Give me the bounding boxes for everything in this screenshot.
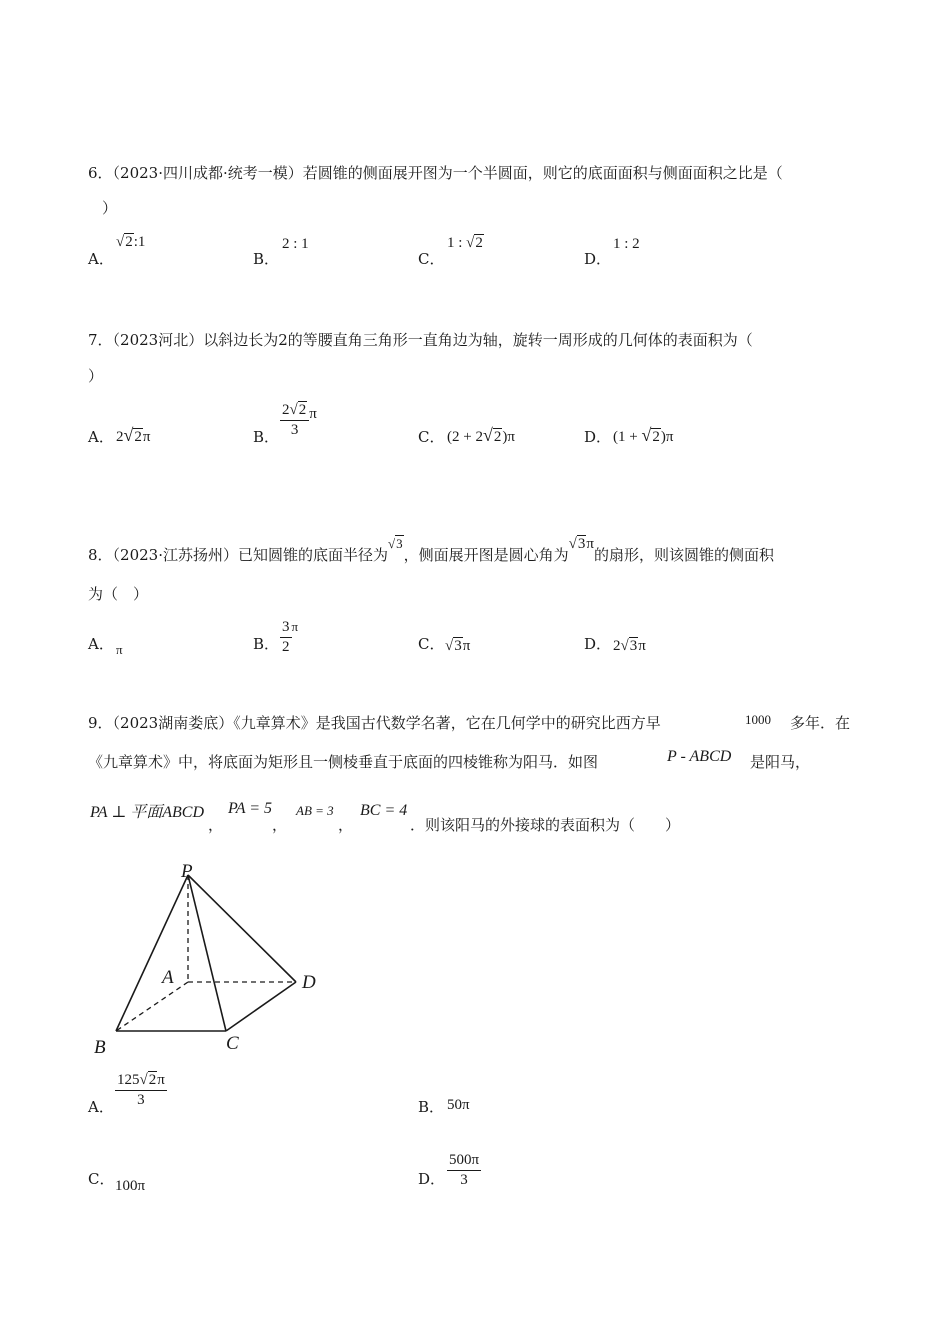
ratio-head: 1 :: [447, 235, 467, 251]
q8-option-c-value: √3π: [445, 638, 471, 654]
separator: ，: [208, 816, 224, 834]
q9-option-c-label: C．: [88, 1170, 115, 1188]
q6-option-a-value: √2:1: [116, 234, 146, 250]
q7-option-d-value: (1 + √2)π: [613, 425, 674, 445]
question-9-line-1-end: 多年．在: [790, 714, 851, 732]
ratio-tail: :1: [133, 234, 146, 250]
vertex-label-a: A: [162, 967, 174, 988]
years-value: 1000: [745, 712, 771, 727]
q9-option-d-label: D．: [418, 1170, 446, 1188]
question-6-stem-cont: ）: [102, 199, 118, 217]
question-6-stem: [88, 163, 783, 183]
expr-tail: )π: [502, 429, 515, 445]
separator: ，: [338, 816, 354, 834]
question-9-line-2-end: 是阳马，: [750, 753, 811, 771]
question-text-a: 已知圆锥的底面半径为: [238, 546, 389, 564]
q7-option-b-label: B．: [253, 428, 280, 446]
q8-option-a-label: A．: [88, 635, 114, 653]
q7-option-a-value: 2√2π: [116, 425, 151, 445]
question-source: （2023河北）: [112, 331, 204, 349]
denominator: 3: [290, 422, 299, 439]
pi: π: [142, 429, 151, 445]
vertex-label-c: C: [226, 1033, 239, 1054]
pyramid-name: P - ABCD: [667, 748, 732, 765]
q7-option-a-label: A．: [88, 428, 114, 446]
edge-cd: [226, 982, 296, 1031]
question-source: （2023湖南娄底）: [112, 714, 234, 732]
question-text-c: 的扇形，则该圆锥的侧面积: [593, 546, 774, 564]
question-9-line-3-end: ．则该阳马的外接球的表面积为（ ）: [410, 816, 681, 834]
pi: π: [157, 1072, 165, 1088]
q9-option-a-value: $\frac{125√2\pi}{3}$: [117, 1072, 165, 1109]
q9-option-d-value: [447, 1152, 481, 1190]
pyramid-figure: [88, 855, 338, 1065]
question-7-stem: [88, 330, 753, 350]
q6-option-d-value: 1 : 2: [613, 236, 640, 252]
q6-option-d-label: D．: [584, 250, 612, 268]
expr-tail: )π: [660, 429, 674, 445]
coef: 2: [282, 402, 290, 418]
expr-head: (2 + 2: [447, 429, 483, 445]
pi: π: [462, 638, 471, 654]
radius-value: √3: [388, 536, 403, 551]
pi: π: [291, 619, 299, 635]
expr-head: (1 +: [613, 429, 642, 445]
question-source: （2023·四川成都·统考一模）: [112, 164, 303, 182]
radicand: 2: [493, 429, 502, 445]
coef: 2: [613, 638, 621, 654]
denominator: 2: [282, 639, 290, 656]
edge-pc: [188, 875, 226, 1031]
denominator: 3: [137, 1092, 145, 1109]
radicand: 2: [134, 429, 142, 445]
pi: π: [638, 638, 646, 654]
pi: π: [309, 406, 317, 423]
q6-option-c-label: C．: [418, 250, 445, 268]
q7-option-d-label: D．: [584, 428, 612, 446]
radicand: 2: [298, 402, 307, 418]
separator: ，: [272, 816, 288, 834]
q8-option-d-value: 2√3π: [613, 638, 646, 654]
question-number: 9．: [88, 714, 113, 732]
radicand: 2: [652, 429, 660, 445]
coef: 125: [117, 1072, 140, 1088]
q7-option-c-value: (2 + 2√2)π: [447, 425, 515, 445]
q9-option-b-label: B．: [418, 1098, 445, 1116]
q6-option-b-label: B．: [253, 250, 280, 268]
q9-option-c-value: 100π: [115, 1178, 146, 1194]
radicand: 3: [577, 536, 586, 552]
edge-pd: [188, 875, 296, 982]
question-7-stem-cont: ）: [88, 367, 104, 385]
condition-bc: BC = 4: [360, 802, 408, 819]
q8-option-b-value: [280, 619, 298, 657]
vertex-label-b: B: [94, 1037, 106, 1058]
radicand: 3: [629, 638, 638, 654]
q7-option-c-label: C．: [418, 428, 445, 446]
q6-option-b-value: 2 : 1: [282, 236, 309, 252]
edge-pb: [116, 875, 188, 1031]
question-8-stem: [88, 534, 774, 565]
q6-option-c-value: 1 : √2: [447, 235, 483, 251]
radicand: 3: [396, 536, 403, 551]
question-number: 6．: [88, 164, 113, 182]
coef: 2: [116, 429, 124, 445]
q8-option-c-label: C．: [418, 635, 445, 653]
radicand: 2: [125, 234, 133, 250]
condition-ab: AB = 3: [296, 803, 334, 818]
vertex-label-p: P: [181, 861, 193, 882]
radicand: 2: [475, 235, 483, 251]
q6-option-a-label: A．: [88, 250, 114, 268]
condition-perpendicular: PA ⊥ 平面ABCD: [90, 804, 205, 821]
radicand: 3: [454, 638, 462, 654]
vertex-label-d: D: [302, 972, 316, 993]
question-number: 8．: [88, 546, 113, 564]
question-8-stem-cont: 为（ ）: [88, 585, 149, 603]
q9-option-b-value: 50π: [447, 1097, 470, 1113]
q8-option-d-label: D．: [584, 635, 612, 653]
q9-option-a-label: A．: [88, 1098, 114, 1116]
radicand: 2: [148, 1072, 157, 1088]
q8-option-b-label: B．: [253, 635, 280, 653]
question-text-b: ，侧面展开图是圆心角为: [403, 546, 569, 564]
condition-pa: PA = 5: [228, 800, 272, 817]
question-9-line-1: [88, 713, 661, 733]
pi: π: [586, 536, 594, 552]
question-source: （2023·江苏扬州）: [112, 546, 238, 564]
numerator: 3: [280, 619, 292, 638]
question-number: 7．: [88, 331, 113, 349]
question-9-line-2: 《九章算术》中，将底面为矩形且一侧棱垂直于底面的四棱锥称为阳马．如图: [88, 753, 599, 771]
numerator: 500π: [447, 1152, 481, 1171]
q8-option-a-value: π: [116, 642, 123, 657]
question-text: 以斜边长为2的等腰直角三角形一直角边为轴，旋转一周形成的几何体的表面积为（: [203, 331, 753, 349]
angle-value: √3π: [568, 536, 594, 552]
question-text-a: 《九章算术》是我国古代数学名著，它在几何学中的研究比西方早: [233, 714, 661, 732]
question-text: 若圆锥的侧面展开图为一个半圆面，则它的底面面积与侧面面积之比是（: [302, 164, 783, 182]
denominator: 3: [460, 1172, 468, 1189]
q7-option-b-value: $\frac{2√2}{3}$ π: [282, 402, 317, 439]
